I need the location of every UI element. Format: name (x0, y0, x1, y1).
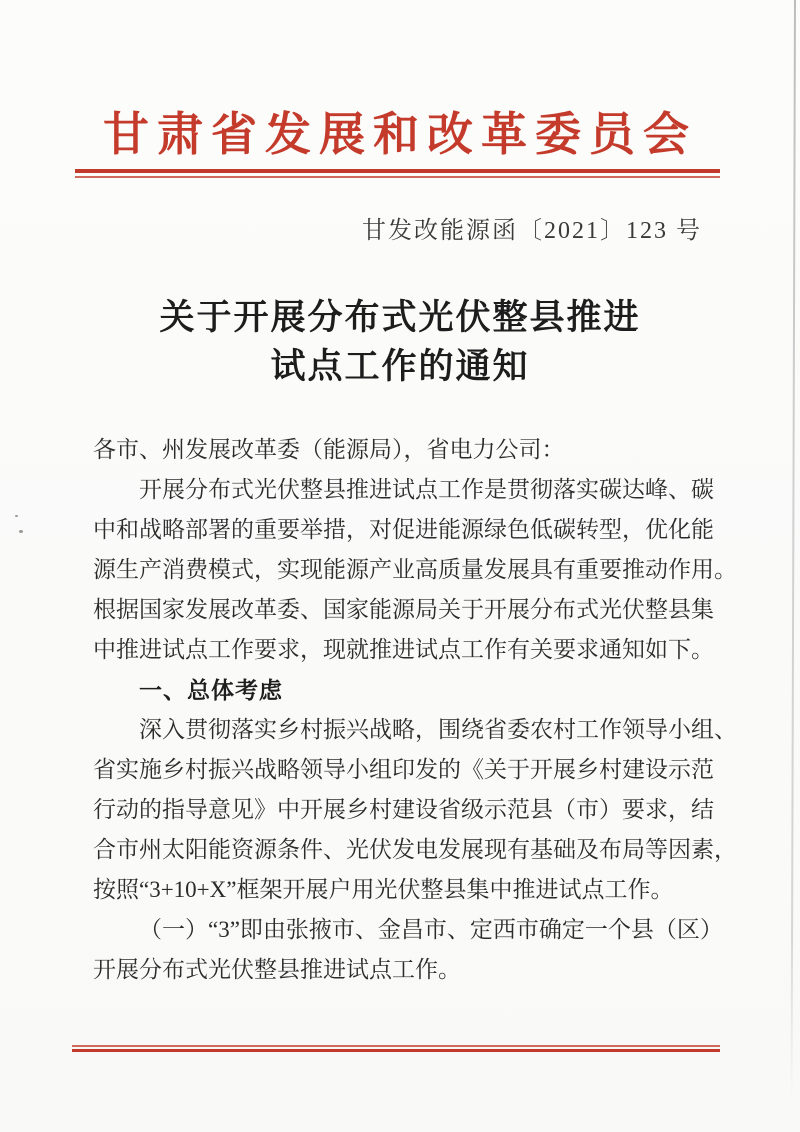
document-title-line-2: 试点工作的通知 (270, 347, 530, 386)
scan-speck (19, 530, 23, 533)
document-title (0, 293, 800, 391)
scan-speck (15, 515, 18, 517)
letterhead-org-name: 甘肃省发展和改革委员会 (103, 109, 697, 160)
letterhead-rule-thin-line (75, 176, 720, 178)
body-text-line: 根据国家发展改革委、国家能源局关于开展分布式光伏整县集 (93, 597, 714, 622)
body-salutation-line: 各市、州发展改革委（能源局），省电力公司： (93, 437, 565, 462)
document-title-line-1: 关于开展分布式光伏整县推进 (159, 298, 641, 337)
document-reference-number: 甘发改能源函〔2021〕123 号 (362, 218, 702, 244)
body-section-heading: 一、总体考虑 (139, 677, 283, 703)
body-text-line: 合市州太阳能资源条件、光伏发电发展现有基础及布局等因素， (93, 837, 737, 862)
body-text-line: 按照“3+10+X”框架开展户用光伏整县集中推进试点工作。 (93, 877, 674, 902)
document-body (93, 430, 737, 990)
body-text-line: 行动的指导意见》中开展乡村建设省级示范县（市）要求，结 (93, 797, 714, 822)
footer-divider-rule (72, 1045, 720, 1052)
letterhead-divider-rule (75, 169, 720, 178)
body-text-line: （一）“3”即由张掖市、金昌市、定西市确定一个县（区） (139, 917, 723, 942)
footer-rule-thick-line (72, 1049, 720, 1053)
body-text-line: 深入贯彻落实乡村振兴战略，围绕省委农村工作领导小组、 (139, 717, 737, 742)
scan-edge-shadow (791, 0, 796, 1100)
body-text-line: 开展分布式光伏整县推进试点工作是贯彻落实碳达峰、碳 (139, 477, 714, 502)
body-text-line: 中推进试点工作要求，现就推进试点工作有关要求通知如下。 (93, 637, 714, 662)
body-text-line: 中和战略部署的重要举措，对促进能源绿色低碳转型，优化能 (93, 517, 714, 542)
body-text-line: 省实施乡村振兴战略领导小组印发的《关于开展乡村建设示范 (93, 757, 714, 782)
body-text-line: 源生产消费模式，实现能源产业高质量发展具有重要推动作用。 (93, 557, 737, 582)
body-text-line: 开展分布式光伏整县推进试点工作。 (93, 957, 461, 982)
